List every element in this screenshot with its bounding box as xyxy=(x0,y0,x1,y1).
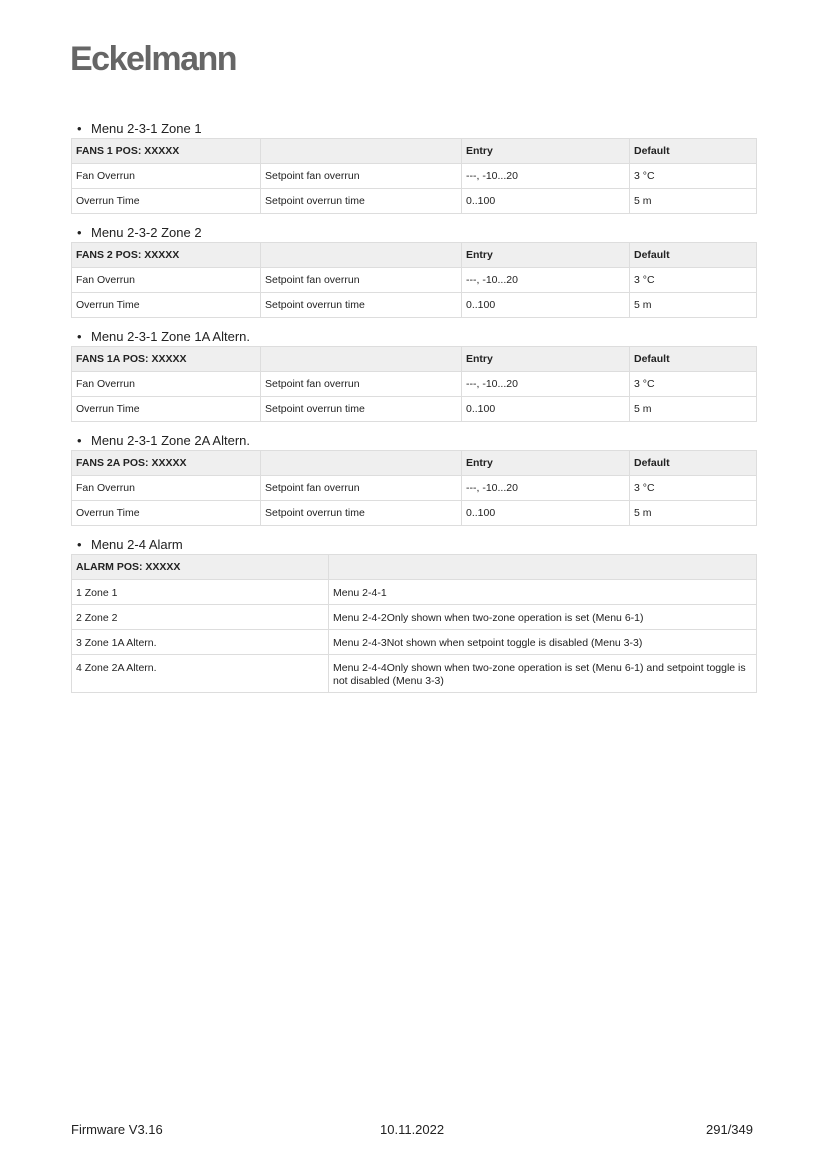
section-zone-2a xyxy=(71,432,756,526)
fans-table xyxy=(71,346,757,422)
section-zone-2 xyxy=(71,224,756,318)
table-row: 1 Zone 1 Menu 2-4-1 xyxy=(72,580,757,605)
section-title: • Menu 2-3-1 Zone 2A Altern. xyxy=(77,433,250,448)
table-header-row: ALARM POS: XXXXX xyxy=(72,555,757,580)
footer-date: 10.11.2022 xyxy=(380,1122,445,1137)
table-row: 2 Zone 2 Menu 2-4-2Only shown when two-zone operation is set (Menu 6-1) xyxy=(72,605,757,630)
fans-table xyxy=(71,450,757,526)
table-row: 3 Zone 1A Altern. Menu 2-4-3Not shown when setpoint toggle is disabled (Menu 3-3) xyxy=(72,630,757,655)
table-row: Overrun Time Setpoint overrun time 0..100 5 m xyxy=(72,189,757,214)
fans-table xyxy=(71,138,757,214)
section-zone-1a xyxy=(71,328,756,422)
table-header-row: FANS 2A POS: XXXXX Entry Default xyxy=(72,451,757,476)
section-title: • Menu 2-3-1 Zone 1A Altern. xyxy=(77,329,250,344)
table-header-row: FANS 2 POS: XXXXX Entry Default xyxy=(72,243,757,268)
table-row: Overrun Time Setpoint overrun time 0..100 5 m xyxy=(72,501,757,526)
table-row: Fan Overrun Setpoint fan overrun ---, -10...20 3 °C xyxy=(72,476,757,501)
table-row: 4 Zone 2A Altern. Menu 2-4-4Only shown when two-zone operation is set (Menu 6-1) and setpoint toggle is not disabled (Menu 3-3) xyxy=(72,655,757,693)
alarm-table xyxy=(71,554,757,693)
table-row: Fan Overrun Setpoint fan overrun ---, -10...20 3 °C xyxy=(72,164,757,189)
fans-table xyxy=(71,242,757,318)
section-title: • Menu 2-4 Alarm xyxy=(77,537,183,552)
table-header-row: FANS 1 POS: XXXXX Entry Default xyxy=(72,139,757,164)
table-row: Fan Overrun Setpoint fan overrun ---, -10...20 3 °C xyxy=(72,372,757,397)
footer-page-number: 291/349 xyxy=(706,1122,753,1137)
section-title: • Menu 2-3-2 Zone 2 xyxy=(77,225,202,240)
table-row: Overrun Time Setpoint overrun time 0..100 5 m xyxy=(72,397,757,422)
section-zone-1 xyxy=(71,120,756,214)
table-row: Fan Overrun Setpoint fan overrun ---, -10...20 3 °C xyxy=(72,268,757,293)
section-alarm xyxy=(71,536,756,693)
table-header-row: FANS 1A POS: XXXXX Entry Default xyxy=(72,347,757,372)
footer-firmware: Firmware V3.16 xyxy=(71,1122,163,1137)
section-title: • Menu 2-3-1 Zone 1 xyxy=(77,121,202,136)
table-row: Overrun Time Setpoint overrun time 0..100 5 m xyxy=(72,293,757,318)
company-logo: Eckelmann xyxy=(70,40,237,78)
